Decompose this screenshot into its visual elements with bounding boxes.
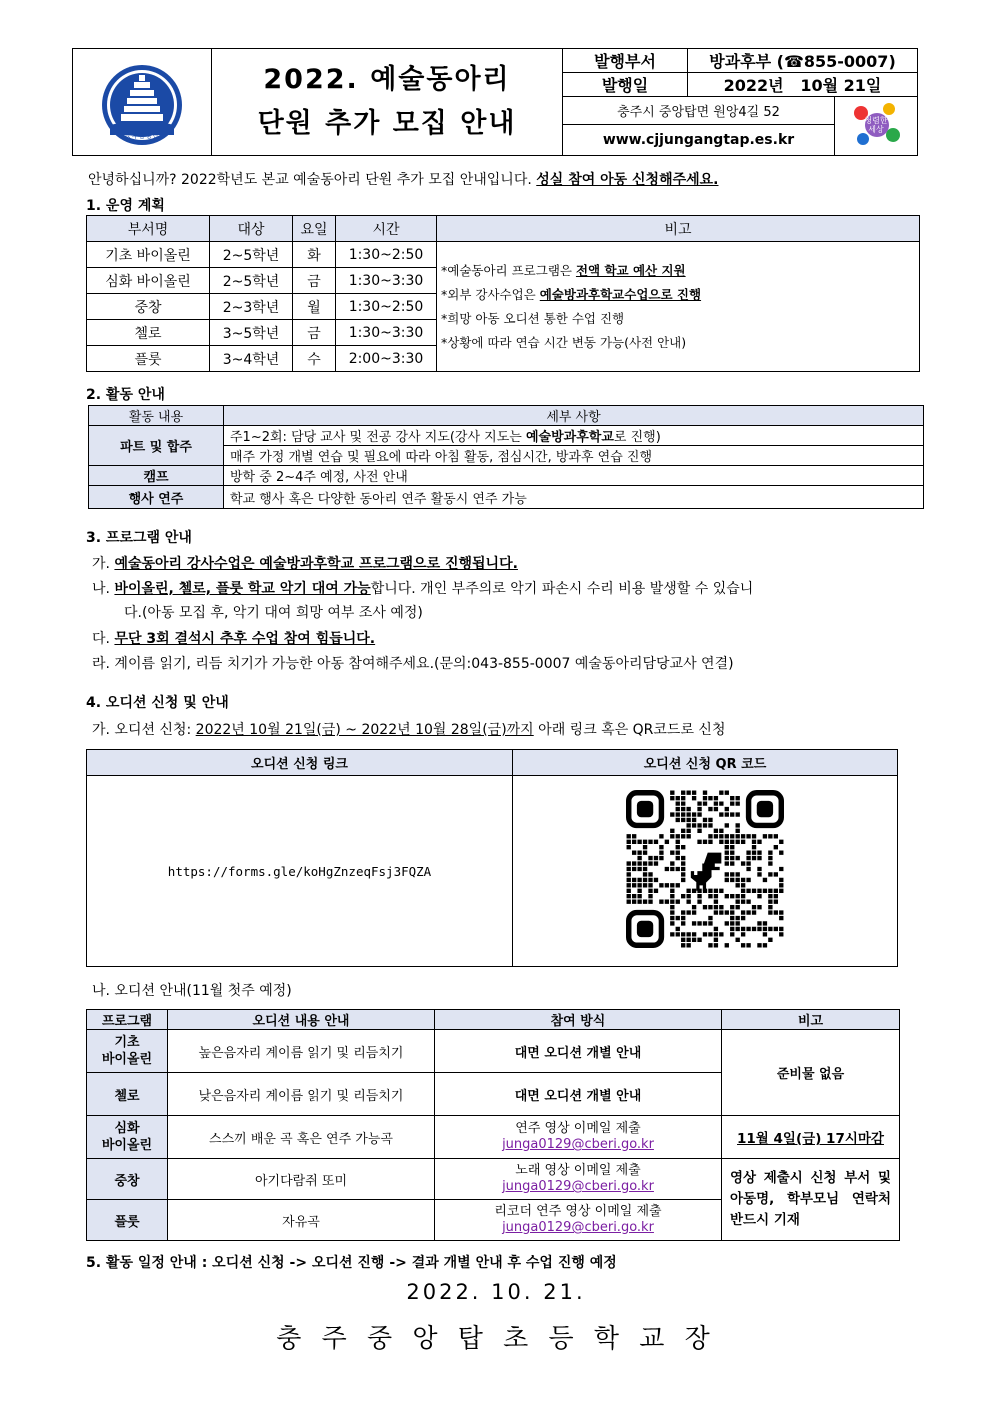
guide-email-link[interactable]: junga0129@cberi.go.kr (502, 1220, 654, 1235)
guide-program: 플룻 (87, 1200, 168, 1241)
plan-time: 1:30~2:50 (336, 294, 437, 320)
plan-time: 1:30~2:50 (336, 242, 437, 268)
activity-col-content: 활동 내용 (89, 406, 224, 426)
plan-col-note: 비고 (437, 216, 920, 242)
slogan-text-1: 청렴한 (864, 116, 888, 126)
guide-method: 대면 오디션 개별 안내 (435, 1073, 722, 1116)
audition-apply-period: 2022년 10월 21일(금) ~ 2022년 10월 28일(금)까지 (195, 722, 534, 738)
audition-guide-table (86, 1009, 900, 1241)
logo-caption: 충주중앙탑 (125, 132, 159, 140)
table-row (89, 466, 924, 486)
guide-col-content: 오디션 내용 안내 (168, 1010, 435, 1030)
guide-method-cell (435, 1116, 722, 1159)
program-ga-prefix: 가. (92, 556, 110, 572)
guide-method: 리코더 연주 영상 이메일 제출 (494, 1204, 662, 1219)
qr-cell (513, 776, 898, 967)
link-header: 오디션 신청 링크 (87, 750, 513, 776)
program-item-ga (92, 553, 518, 573)
program-item-na (92, 578, 912, 598)
plan-note-1-bold: 전액 학교 예산 지원 (575, 262, 686, 278)
plan-note-2-bold: 예술방과후학교수업으로 진행 (539, 286, 702, 302)
plan-day: 금 (293, 268, 336, 294)
footer-signature: 충 주 중 앙 탑 초 등 학 교 장 (276, 1324, 716, 1354)
program-da-text: 무단 3회 결석시 추후 수업 참여 힘듭니다. (114, 631, 376, 647)
date-value: 2022년 10월 21일 (688, 73, 918, 97)
program-item-ra: 라. 계이름 읽기, 리듬 치기가 가능한 아동 참여해주세요.(문의:043-855-0007 예술동아리담당교사 연결) (92, 656, 734, 672)
school-address: 충주시 중앙탑면 원앙4길 52 (563, 97, 835, 124)
guide-note-deadline: 11월 4일(금) 17시마감 (722, 1116, 900, 1159)
plan-table (86, 215, 920, 372)
plan-heading: 1. 운영 계획 (86, 198, 165, 214)
plan-time: 1:30~3:30 (336, 268, 437, 294)
guide-content: 자유곡 (168, 1200, 435, 1241)
guide-method-cell (435, 1159, 722, 1200)
guide-note-video: 영상 제출시 신청 부서 및 아동명, 학부모님 연락처 반드시 기재 (722, 1159, 900, 1241)
plan-target: 3~5학년 (210, 320, 293, 346)
qr-header: 오디션 신청 QR 코드 (513, 750, 898, 776)
plan-note-4: *상황에 따라 연습 시간 변동 가능(사전 안내) (441, 334, 687, 350)
newsletter-header (72, 48, 918, 156)
guide-program: 심화 바이올린 (87, 1116, 168, 1159)
activity-event-detail: 학교 행사 혹은 다양한 동아리 연주 활동시 연주 가능 (224, 486, 924, 509)
plan-notes (437, 242, 920, 372)
title-line-1: 2022. 예술동아리 (263, 64, 511, 95)
part-detail-text: 주1~2회: 담당 교사 및 전공 강사 지도(강사 지도는 (230, 430, 526, 445)
table-row (87, 1159, 900, 1200)
title-line-2: 단원 추가 모집 안내 (257, 108, 517, 139)
guide-method: 노래 영상 이메일 제출 (515, 1163, 641, 1178)
activity-part-label: 파트 및 합주 (89, 426, 224, 466)
activity-heading: 2. 활동 안내 (86, 387, 165, 403)
guide-email-link[interactable]: junga0129@cberi.go.kr (502, 1137, 654, 1152)
intro-text: 안녕하십니까? 2022학년도 본교 예술동아리 단원 추가 모집 안내입니다. (88, 172, 537, 188)
guide-col-note: 비고 (722, 1010, 900, 1030)
activity-camp-label: 캠프 (89, 466, 224, 486)
dept-label: 발행부서 (563, 49, 688, 73)
plan-time: 2:00~3:30 (336, 346, 437, 372)
guide-col-method: 참여 방식 (435, 1010, 722, 1030)
intro-emphasis: 성실 참여 아동 신청해주세요. (536, 172, 719, 188)
activity-part-detail-1 (224, 426, 924, 446)
audition-apply (92, 719, 725, 739)
guide-program: 기초 바이올린 (87, 1030, 168, 1073)
schedule-text: 5. 활동 일정 안내 : 오디션 신청 -> 오디션 진행 -> 결과 개별 안내 후 수업 진행 예정 (86, 1255, 617, 1271)
plan-target: 2~5학년 (210, 242, 293, 268)
plan-note-3: *희망 아동 오디션 통한 수업 진행 (441, 310, 625, 326)
plan-note-1-text: *예술동아리 프로그램은 (441, 262, 576, 278)
guide-program: 첼로 (87, 1073, 168, 1116)
plan-note-2-text: *외부 강사수업은 (441, 286, 540, 302)
plan-note-2 (441, 283, 919, 307)
table-row (89, 486, 924, 509)
plan-target: 3~4학년 (210, 346, 293, 372)
school-website[interactable]: www.cjjungangtap.es.kr (563, 124, 835, 155)
plan-time: 1:30~3:30 (336, 320, 437, 346)
guide-note-none: 준비물 없음 (722, 1030, 900, 1116)
plan-name: 기초 바이올린 (87, 242, 210, 268)
program-heading: 3. 프로그램 안내 (86, 530, 192, 546)
integrity-slogan-icon (851, 99, 901, 149)
plan-name: 심화 바이올린 (87, 268, 210, 294)
plan-day: 화 (293, 242, 336, 268)
activity-table (88, 405, 924, 509)
audition-link[interactable]: https://forms.gle/koHgZnzeqFsj3FQZA (87, 776, 513, 967)
guide-content: 높은음자리 계이름 읽기 및 리듬치기 (168, 1030, 435, 1073)
program-item-da (92, 628, 375, 648)
plan-col-day: 요일 (293, 216, 336, 242)
footer-date: 2022. 10. 21. (406, 1280, 586, 1304)
plan-note-1 (441, 259, 919, 283)
activity-part-detail-2: 매주 가정 개별 연습 및 필요에 따라 아침 활동, 점심시간, 방과후 연습 진행 (224, 446, 924, 466)
date-label: 발행일 (563, 73, 688, 97)
table-row (87, 1116, 900, 1159)
guide-method: 연주 영상 이메일 제출 (515, 1121, 641, 1136)
guide-col-program: 프로그램 (87, 1010, 168, 1030)
program-ga-text: 예술동아리 강사수업은 예술방과후학교 프로그램으로 진행됩니다. (114, 556, 518, 572)
plan-col-time: 시간 (336, 216, 437, 242)
table-row (89, 426, 924, 446)
slogan-text-2: 세상 (868, 125, 884, 135)
plan-name: 첼로 (87, 320, 210, 346)
qr-code-icon[interactable] (626, 790, 784, 948)
program-da-prefix: 다. (92, 631, 110, 647)
audition-apply-post: 아래 링크 혹은 QR코드로 신청 (533, 722, 726, 738)
guide-heading: 나. 오디션 안내(11월 첫주 예정) (92, 983, 292, 999)
title-cell (212, 49, 563, 156)
part-detail-post: 로 진행) (613, 430, 661, 445)
guide-program: 중창 (87, 1159, 168, 1200)
plan-name: 플룻 (87, 346, 210, 372)
guide-content: 아기다람쥐 또미 (168, 1159, 435, 1200)
plan-day: 월 (293, 294, 336, 320)
activity-col-detail: 세부 사항 (224, 406, 924, 426)
plan-name: 중창 (87, 294, 210, 320)
table-row (87, 242, 920, 268)
part-detail-bold: 예술방과후학교 (526, 430, 614, 445)
activity-event-label: 행사 연주 (89, 486, 224, 509)
dept-value: 방과후부 (☎855-0007) (688, 49, 918, 73)
program-item-na-cont: 다.(아동 모집 후, 악기 대여 희망 여부 조사 예정) (124, 605, 423, 621)
program-na-prefix: 나. (92, 581, 110, 597)
plan-target: 2~5학년 (210, 268, 293, 294)
table-row (87, 1030, 900, 1073)
plan-day: 수 (293, 346, 336, 372)
guide-method-cell (435, 1200, 722, 1241)
guide-method: 대면 오디션 개별 안내 (435, 1030, 722, 1073)
program-na-rest: 합니다. 개인 부주의로 악기 파손시 수리 비용 발생할 수 있습니 (370, 581, 754, 597)
program-na-bold: 바이올린, 첼로, 플룻 학교 악기 대여 가능 (114, 581, 371, 597)
guide-email-link[interactable]: junga0129@cberi.go.kr (502, 1179, 654, 1194)
audition-heading: 4. 오디션 신청 및 안내 (86, 695, 229, 711)
audition-apply-pre: 가. 오디션 신청: (92, 722, 196, 738)
plan-col-name: 부서명 (87, 216, 210, 242)
audition-apply-table (86, 749, 898, 967)
plan-col-target: 대상 (210, 216, 293, 242)
guide-content: 낮은음자리 계이름 읽기 및 리듬치기 (168, 1073, 435, 1116)
intro-paragraph (88, 169, 719, 189)
activity-camp-detail: 방학 중 2~4주 예정, 사전 안내 (224, 466, 924, 486)
school-logo-cell (73, 49, 212, 156)
guide-content: 스스끼 배운 곡 혹은 연주 가능곡 (168, 1116, 435, 1159)
plan-target: 2~3학년 (210, 294, 293, 320)
plan-day: 금 (293, 320, 336, 346)
slogan-logo-cell (835, 97, 918, 156)
